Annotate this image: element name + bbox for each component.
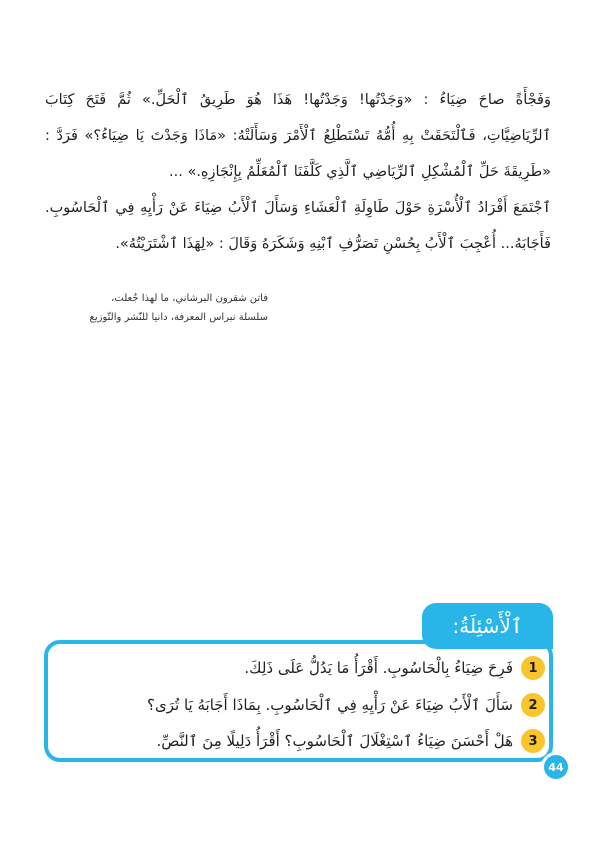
passage-paragraph — [45, 190, 551, 262]
question-number-badge: 2 — [521, 693, 545, 717]
passage-line: وَفَجْأَةً صاحَ ضِيَاءُ : «وَجَدْتُها! وَجَدْتُها! هَذَا هُوَ طَرِيقُ ٱلْحَلِّ.» ثُمَّ فَتَحَ كِتَابَ — [45, 92, 551, 108]
passage-line: فَأَجَابَهُ... أُعْجِبَ ٱلْأَبُ بِحُسْنِ تَصَرُّفِ ٱبْنِهِ وَشَكَرَهُ وَقَالَ : «لِهَذَا ٱشْتَرَيْتُهُ». — [115, 236, 551, 252]
page-number: 44 — [541, 752, 571, 782]
question-item — [147, 692, 545, 718]
passage-paragraph — [45, 82, 551, 190]
question-text: فَرِحَ ضِيَاءُ بِالْحَاسُوبِ. أَقْرَأُ مَا يَدُلُّ عَلَى ذَلِكَ. — [244, 659, 513, 677]
passage-line: ٱجْتَمَعَ أَفْرَادُ ٱلْأُسْرَةِ حَوْلَ طَاوِلَةِ ٱلْعَشَاءِ وَسَأَلَ ٱلْأَبُ ضِيَاءَ عَنْ رَأْيِهِ فِي ٱلْحَاسُوبِ. — [45, 200, 551, 216]
questions-header: ٱلْأَسْئِلَةُ: — [452, 614, 523, 638]
question-number-badge: 1 — [521, 656, 545, 680]
question-text: هَلْ أَحْسَنَ ضِيَاءُ ٱسْتِغْلَالَ ٱلْحَاسُوبِ؟ أَقْرَأُ دَلِيلًا مِنَ ٱلنَّصِّ. — [156, 732, 513, 750]
passage-line: ٱلرِّيَاضِيَّاتِ، فَٱلْتَحَقَتْ بِهِ أُمُّهُ تَسْتَطْلِعُ ٱلْأَمْرَ وَسَأَلَتْهُ: «مَاذَا وَجَدْتَ يَا ضِيَاءُ؟» فَرَدَّ : — [45, 128, 551, 144]
question-item — [156, 728, 545, 754]
source-line: سلسلة نبراس المعرفة، دانيا للنّشر والتّوزيع — [89, 312, 268, 323]
reading-passage — [45, 82, 551, 262]
questions-header-tab — [422, 603, 553, 649]
source-line: فاتن شقرون البرشاني، ما لهذا جُعلت، — [111, 293, 268, 304]
passage-line: «طَرِيقَةَ حَلِّ ٱلْمُشْكِلِ ٱلرِّيَاضِي ٱلَّذِي كَلَّفَنَا ٱلْمُعَلِّمُ بِإِنْجَازِهِ.» ... — [169, 164, 551, 180]
question-text: سَأَلَ ٱلْأَبُ ضِيَاءَ عَنْ رَأْيِهِ فِي ٱلْحَاسُوبِ. بِمَاذَا أَجَابَهُ يَا تُرَى؟ — [147, 696, 513, 714]
source-citation — [48, 289, 268, 327]
question-item — [244, 655, 545, 681]
question-number-badge: 3 — [521, 729, 545, 753]
